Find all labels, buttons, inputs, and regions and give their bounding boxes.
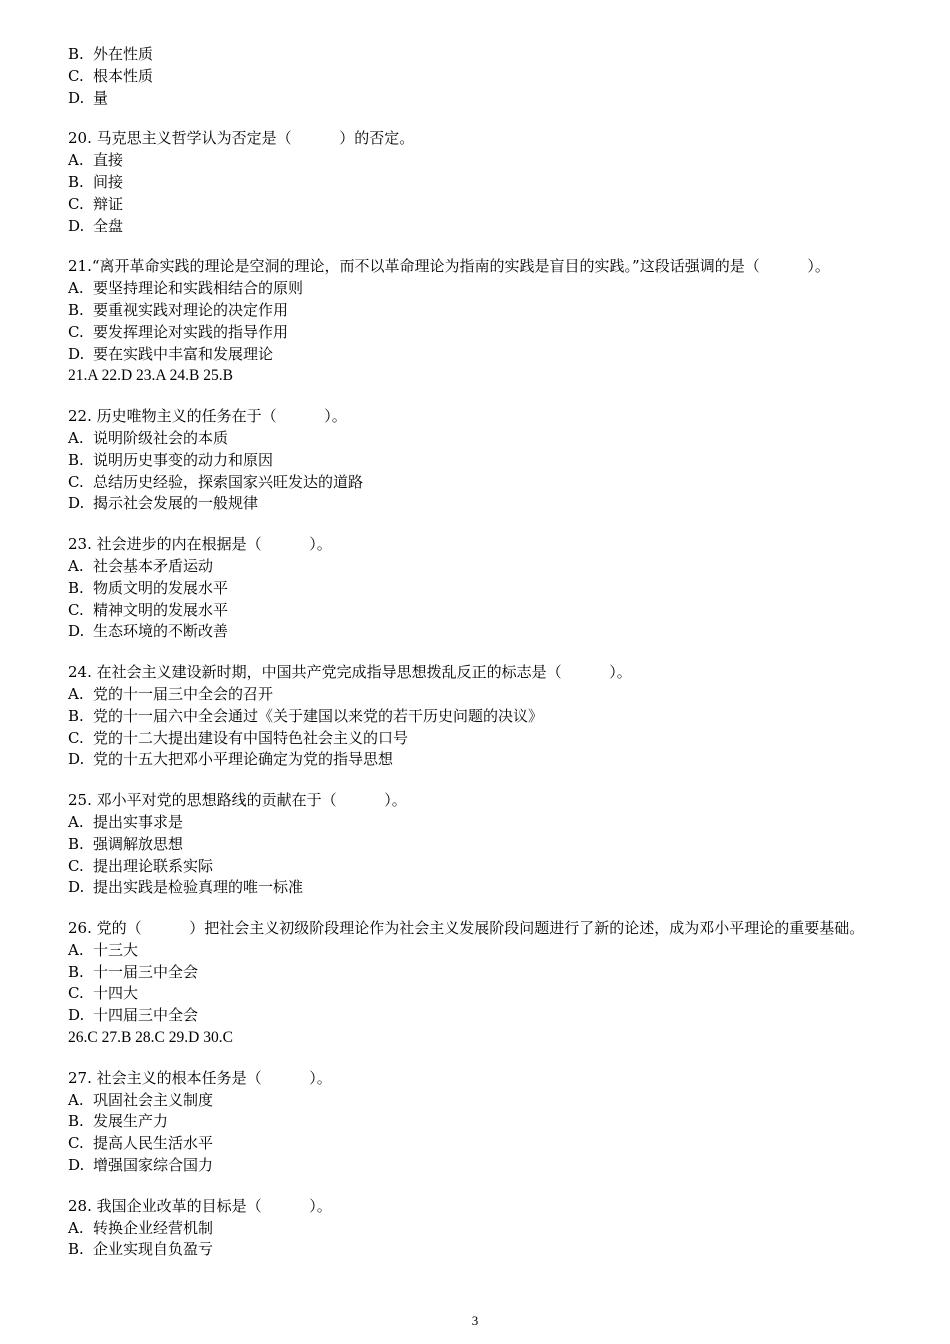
question-27 <box>68 1068 913 1177</box>
option-a <box>68 278 913 300</box>
option-b <box>68 1239 913 1261</box>
option-text: 说明历史事变的动力和原因 <box>93 450 274 469</box>
document-page <box>68 44 913 1261</box>
question-stem: 27. 社会主义的根本任务是（ ）。 <box>68 1068 332 1087</box>
option-letter: B. <box>68 1240 84 1259</box>
option-text: 强调解放思想 <box>93 834 184 853</box>
option-a <box>68 428 913 450</box>
option-b <box>68 300 913 322</box>
option-b <box>68 834 913 856</box>
option-c <box>68 194 913 216</box>
option-text: 巩固社会主义制度 <box>93 1090 214 1109</box>
question-22 <box>68 406 913 515</box>
option-letter: D. <box>68 1006 85 1025</box>
option-b <box>68 1111 913 1133</box>
option-a <box>68 556 913 578</box>
option-letter: D. <box>68 88 85 107</box>
option-text: 要发挥理论对实践的指导作用 <box>93 322 289 341</box>
option-d <box>68 493 913 515</box>
question-stem: 26. 党的（ ）把社会主义初级阶段理论作为社会主义发展阶段问题进行了新的论述，成为邓小平理论的重要基础。 <box>68 919 865 938</box>
option-letter: A. <box>68 151 84 170</box>
option-a <box>68 150 913 172</box>
option-b <box>68 44 913 66</box>
option-a <box>68 1218 913 1240</box>
question-stem: 24. 在社会主义建设新时期，中国共产党完成指导思想拨乱反正的标志是（ ）。 <box>68 663 632 682</box>
option-text: 生态环境的不断改善 <box>93 622 229 641</box>
option-d <box>68 88 913 110</box>
option-text: 提高人民生活水平 <box>93 1134 214 1153</box>
option-c <box>68 66 913 88</box>
option-text: 党的十一届三中全会的召开 <box>93 684 274 703</box>
option-text: 物质文明的发展水平 <box>93 578 229 597</box>
option-d <box>68 216 913 238</box>
option-c <box>68 856 913 878</box>
question-23 <box>68 534 913 643</box>
option-text: 要坚持理论和实践相结合的原则 <box>93 279 304 298</box>
option-text: 十一届三中全会 <box>93 962 199 981</box>
option-letter: A. <box>68 812 84 831</box>
option-text: 辩证 <box>93 194 124 213</box>
previous-question-options <box>68 44 913 109</box>
option-text: 精神文明的发展水平 <box>93 600 229 619</box>
option-text: 十四届三中全会 <box>93 1006 199 1025</box>
option-d <box>68 1005 913 1027</box>
option-text: 要在实践中丰富和发展理论 <box>93 344 274 363</box>
option-text: 量 <box>93 88 109 107</box>
option-text: 总结历史经验，探索国家兴旺发达的道路 <box>93 472 364 491</box>
option-text: 发展生产力 <box>93 1112 169 1131</box>
option-letter: D. <box>68 1156 85 1175</box>
option-d <box>68 621 913 643</box>
option-letter: A. <box>68 684 84 703</box>
option-letter: A. <box>68 428 84 447</box>
option-letter: B. <box>68 172 84 191</box>
option-letter: D. <box>68 622 85 641</box>
option-letter: B. <box>68 578 84 597</box>
option-letter: C. <box>68 322 84 341</box>
option-letter: B. <box>68 834 84 853</box>
option-a <box>68 1090 913 1112</box>
option-d <box>68 344 913 366</box>
option-text: 企业实现自负盈亏 <box>93 1240 214 1259</box>
question-stem: 25. 邓小平对党的思想路线的贡献在于（ ）。 <box>68 791 407 810</box>
question-24 <box>68 662 913 771</box>
option-text: 党的十一届六中全会通过《关于建国以来党的若干历史问题的决议》 <box>93 706 544 725</box>
option-text: 要重视实践对理论的决定作用 <box>93 300 289 319</box>
page-number: 3 <box>471 1313 479 1328</box>
option-c <box>68 472 913 494</box>
option-text: 增强国家综合国力 <box>93 1156 214 1175</box>
option-text: 根本性质 <box>93 66 154 85</box>
answer-key: 26.C 27.B 28.C 29.D 30.C <box>68 1029 233 1047</box>
option-letter: A. <box>68 279 84 298</box>
option-b <box>68 578 913 600</box>
option-a <box>68 940 913 962</box>
option-letter: A. <box>68 940 84 959</box>
option-letter: D. <box>68 216 85 235</box>
option-letter: A. <box>68 556 84 575</box>
question-26 <box>68 918 913 1049</box>
option-letter: C. <box>68 66 84 85</box>
option-letter: C. <box>68 194 84 213</box>
option-text: 说明阶级社会的本质 <box>93 428 229 447</box>
option-letter: C. <box>68 472 84 491</box>
option-text: 党的十二大提出建设有中国特色社会主义的口号 <box>93 728 409 747</box>
option-text: 党的十五大把邓小平理论确定为党的指导思想 <box>93 750 394 769</box>
question-stem: 23. 社会进步的内在根据是（ ）。 <box>68 535 332 554</box>
question-21 <box>68 256 913 387</box>
option-letter: B. <box>68 45 84 63</box>
answer-key: 21.A 22.D 23.A 24.B 25.B <box>68 367 233 385</box>
option-b <box>68 962 913 984</box>
option-text: 揭示社会发展的一般规律 <box>93 494 259 513</box>
option-letter: B. <box>68 450 84 469</box>
option-letter: B. <box>68 962 84 981</box>
option-letter: C. <box>68 728 84 747</box>
option-text: 提出理论联系实际 <box>93 856 214 875</box>
option-letter: D. <box>68 494 85 513</box>
option-text: 十四大 <box>93 984 139 1003</box>
option-d <box>68 749 913 771</box>
option-text: 十三大 <box>93 940 139 959</box>
option-c <box>68 728 913 750</box>
question-20 <box>68 128 913 237</box>
question-25 <box>68 790 913 899</box>
option-letter: C. <box>68 984 84 1003</box>
option-text: 全盘 <box>93 216 124 235</box>
option-c <box>68 983 913 1005</box>
option-letter: A. <box>68 1218 84 1237</box>
option-text: 社会基本矛盾运动 <box>93 556 214 575</box>
option-b <box>68 450 913 472</box>
option-c <box>68 600 913 622</box>
option-d <box>68 877 913 899</box>
option-letter: C. <box>68 856 84 875</box>
option-a <box>68 812 913 834</box>
question-stem: 28. 我国企业改革的目标是（ ）。 <box>68 1196 332 1215</box>
option-text: 转换企业经营机制 <box>93 1218 214 1237</box>
question-stem: 20. 马克思主义哲学认为否定是（ ）的否定。 <box>68 129 415 148</box>
question-stem: 21.“离开革命实践的理论是空洞的理论，而不以革命理论为指南的实践是盲目的实践。”这段话强调的是（ ）。 <box>68 257 830 276</box>
option-letter: C. <box>68 1134 84 1153</box>
option-letter: D. <box>68 750 85 769</box>
option-text: 直接 <box>93 151 124 170</box>
option-a <box>68 684 913 706</box>
option-letter: C. <box>68 600 84 619</box>
option-b <box>68 172 913 194</box>
question-28 <box>68 1196 913 1261</box>
option-letter: D. <box>68 878 85 897</box>
option-letter: D. <box>68 344 85 363</box>
option-text: 间接 <box>93 172 124 191</box>
option-c <box>68 322 913 344</box>
option-text: 提出实践是检验真理的唯一标准 <box>93 878 304 897</box>
option-letter: B. <box>68 300 84 319</box>
option-d <box>68 1155 913 1177</box>
question-stem: 22. 历史唯物主义的任务在于（ ）。 <box>68 407 347 426</box>
option-letter: B. <box>68 706 84 725</box>
option-letter: A. <box>68 1090 84 1109</box>
option-c <box>68 1133 913 1155</box>
option-text: 外在性质 <box>93 45 154 63</box>
option-letter: B. <box>68 1112 84 1131</box>
option-b <box>68 706 913 728</box>
option-text: 提出实事求是 <box>93 812 184 831</box>
